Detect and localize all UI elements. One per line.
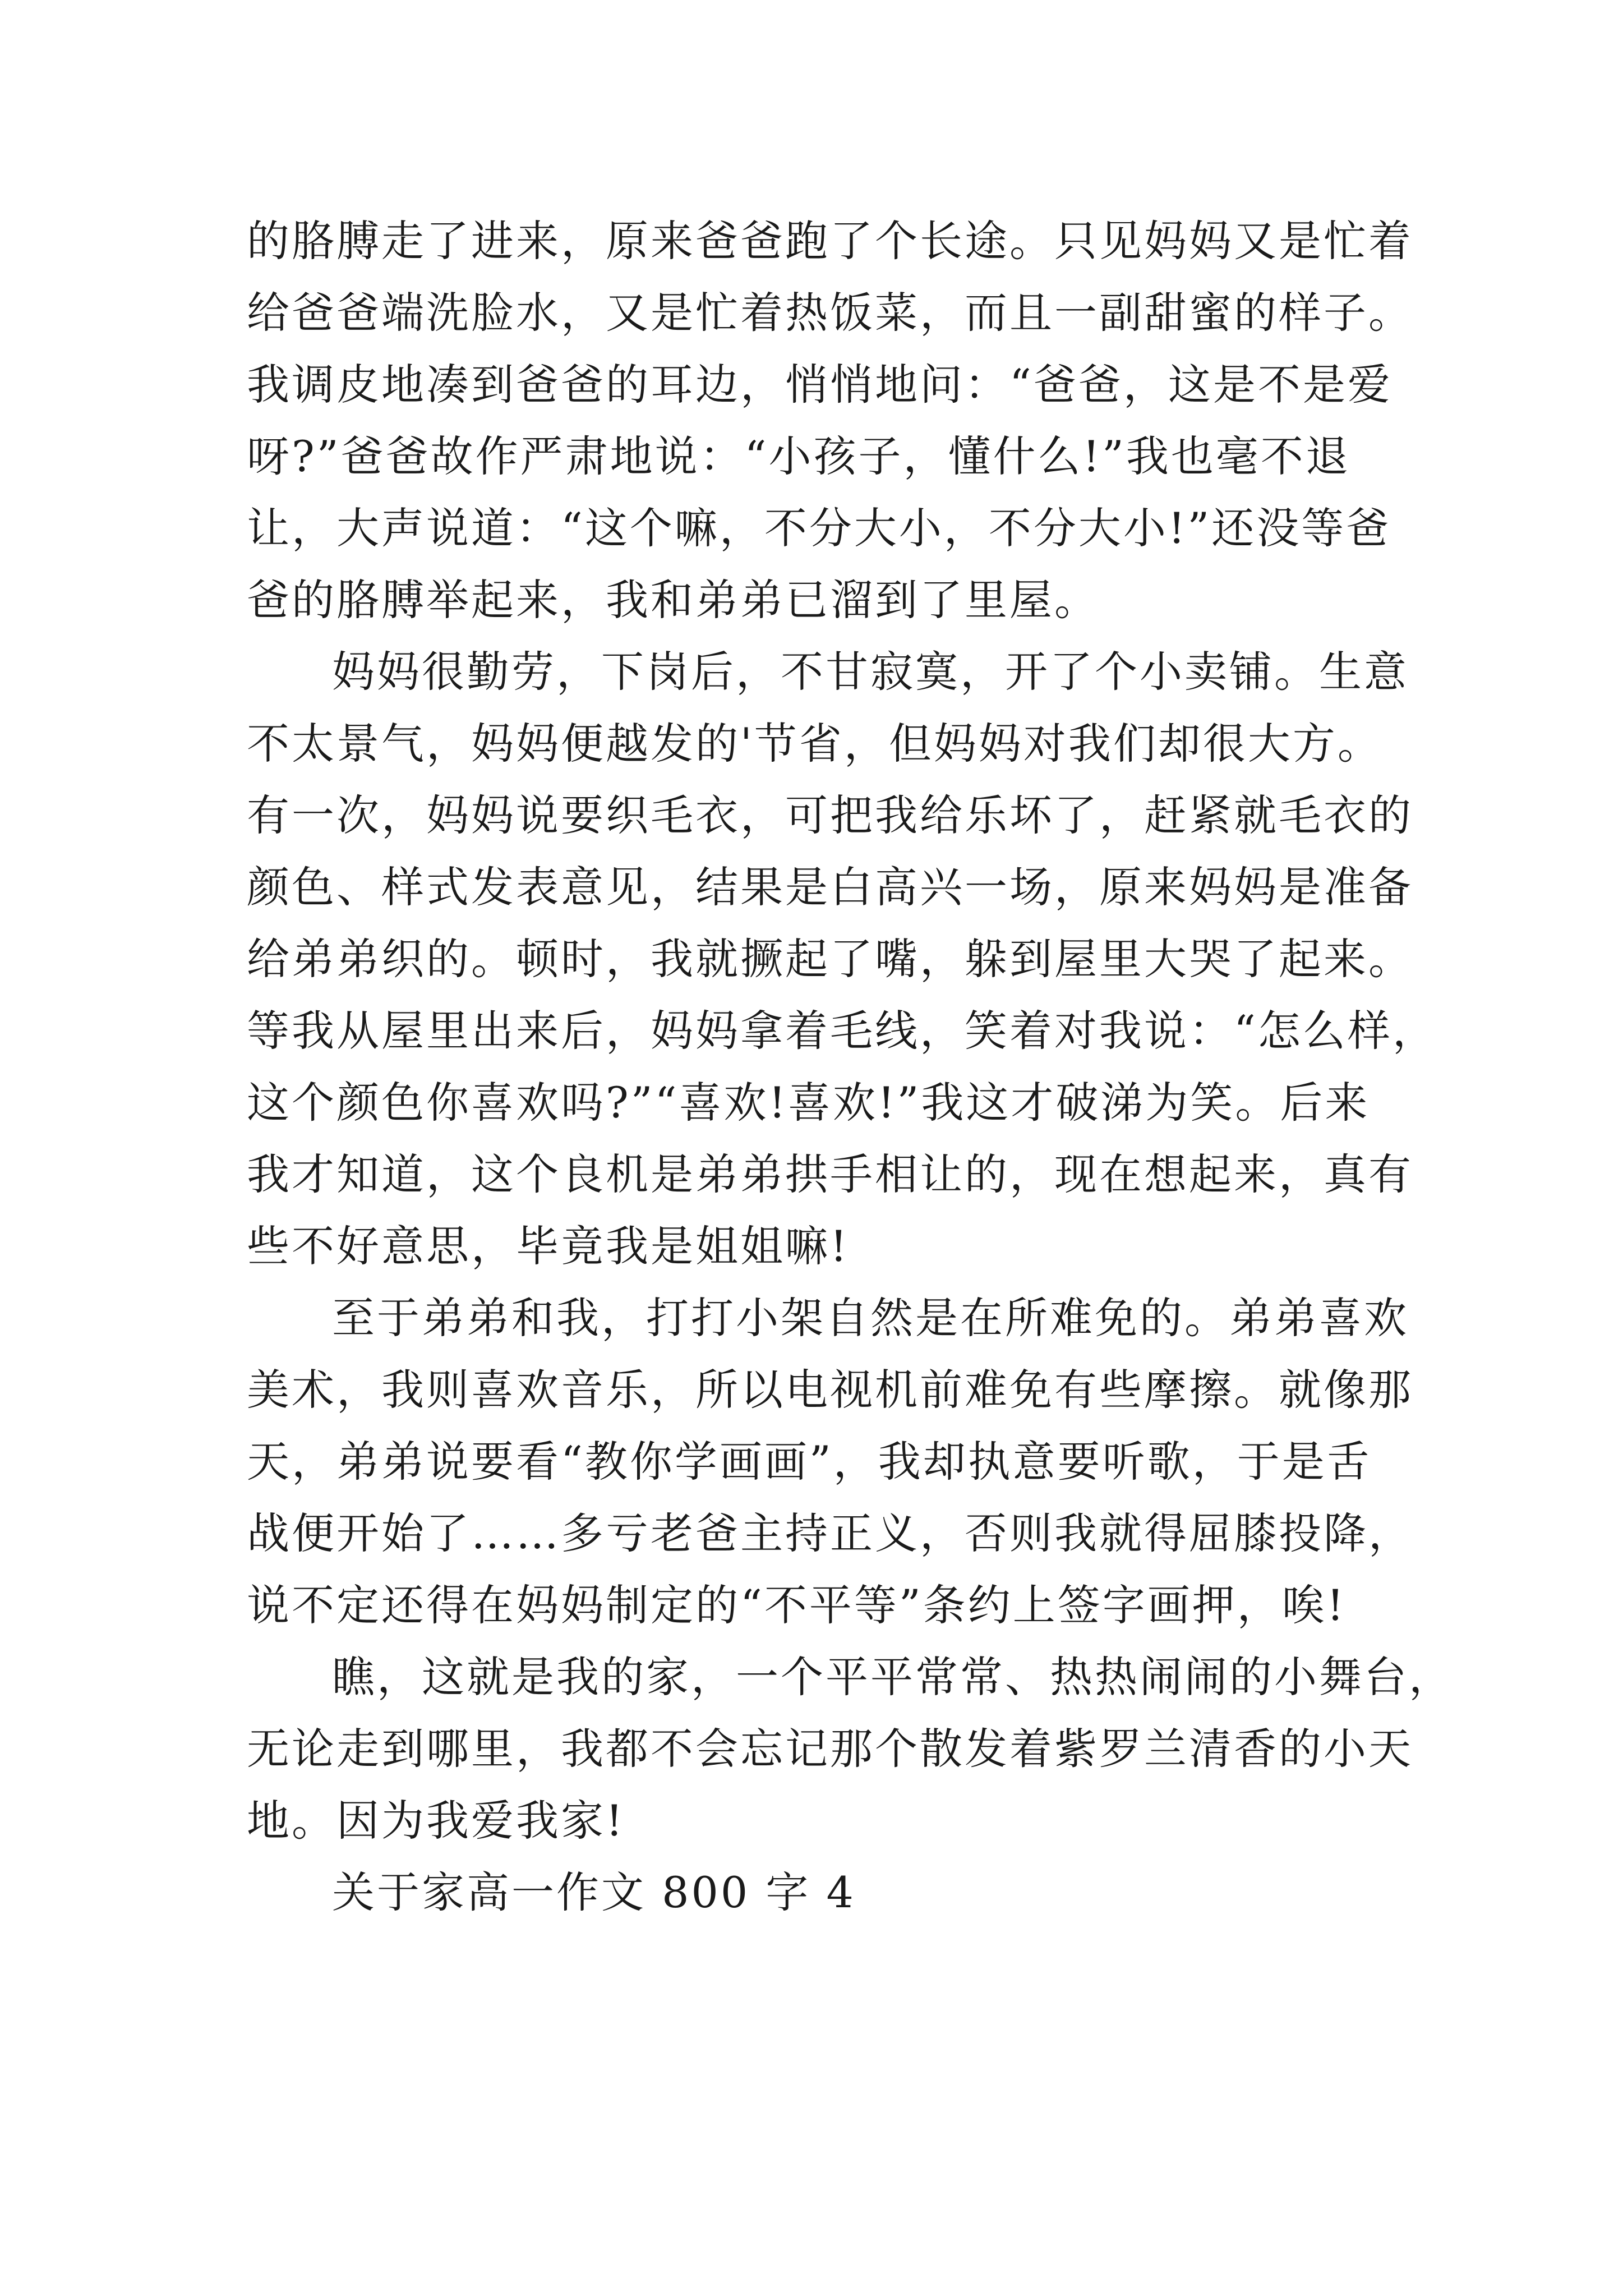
- paragraph-start-line: 瞧，这就是我的家，一个平平常常、热热闹闹的小舞台，: [332, 1652, 1454, 1702]
- text-line: 些不好意思，毕竟我是姐姐嘛!: [247, 1221, 850, 1271]
- paragraph-start-line: 妈妈很勤劳，下岗后，不甘寂寞，开了个小卖铺。生意: [332, 647, 1409, 697]
- text-line: 天，弟弟说要看“教你学画画”，我却执意要听歌，于是舌: [247, 1437, 1372, 1487]
- text-line: 无论走到哪里，我都不会忘记那个散发着紫罗兰清香的小天: [247, 1724, 1413, 1774]
- text-line: 这个颜色你喜欢吗?”“喜欢!喜欢!”我这才破涕为笑。后来: [247, 1078, 1370, 1128]
- text-line: 给爸爸端洗脸水，又是忙着热饭菜，而且一副甜蜜的样子。: [247, 288, 1413, 338]
- text-line: 战便开始了……多亏老爸主持正义，否则我就得屈膝投降，: [247, 1508, 1413, 1558]
- text-line: 颜色、样式发表意见，结果是白高兴一场，原来妈妈是准备: [247, 862, 1413, 912]
- text-line: 地。因为我爱我家!: [247, 1796, 625, 1846]
- section-heading: 关于家高一作文 800 字 4: [332, 1867, 856, 1917]
- article-body: [247, 205, 1454, 1929]
- paragraph-start-line: 至于弟弟和我，打打小架自然是在所难免的。弟弟喜欢: [332, 1293, 1409, 1343]
- text-line: 爸的胳膊举起来，我和弟弟已溜到了里屋。: [247, 575, 1099, 625]
- text-line: 我调皮地凑到爸爸的耳边，悄悄地问：“爸爸，这是不是爱: [247, 360, 1393, 409]
- text-line: 美术，我则喜欢音乐，所以电视机前难免有些摩擦。就像那: [247, 1365, 1413, 1415]
- text-line: 给弟弟织的。顿时，我就撅起了嘴，躲到屋里大哭了起来。: [247, 934, 1413, 984]
- text-line: 的胳膊走了进来，原来爸爸跑了个长途。只见妈妈又是忙着: [247, 216, 1413, 266]
- text-line: 说不定还得在妈妈制定的“不平等”条约上签字画押，唉!: [247, 1580, 1347, 1630]
- text-line: 有一次，妈妈说要织毛衣，可把我给乐坏了，赶紧就毛衣的: [247, 790, 1413, 840]
- text-line: 等我从屋里出来后，妈妈拿着毛线，笑着对我说：“怎么样，: [247, 1006, 1437, 1056]
- text-line: 呀?”爸爸故作严肃地说：“小孩子，懂什么!”我也毫不退: [247, 431, 1350, 481]
- text-line: 我才知道，这个良机是弟弟拱手相让的，现在想起来，真有: [247, 1149, 1413, 1199]
- text-line: 不太景气，妈妈便越发的'节省，但妈妈对我们却很大方。: [247, 719, 1382, 769]
- text-line: 让，大声说道：“这个嘛，不分大小，不分大小!”还没等爸: [247, 503, 1391, 553]
